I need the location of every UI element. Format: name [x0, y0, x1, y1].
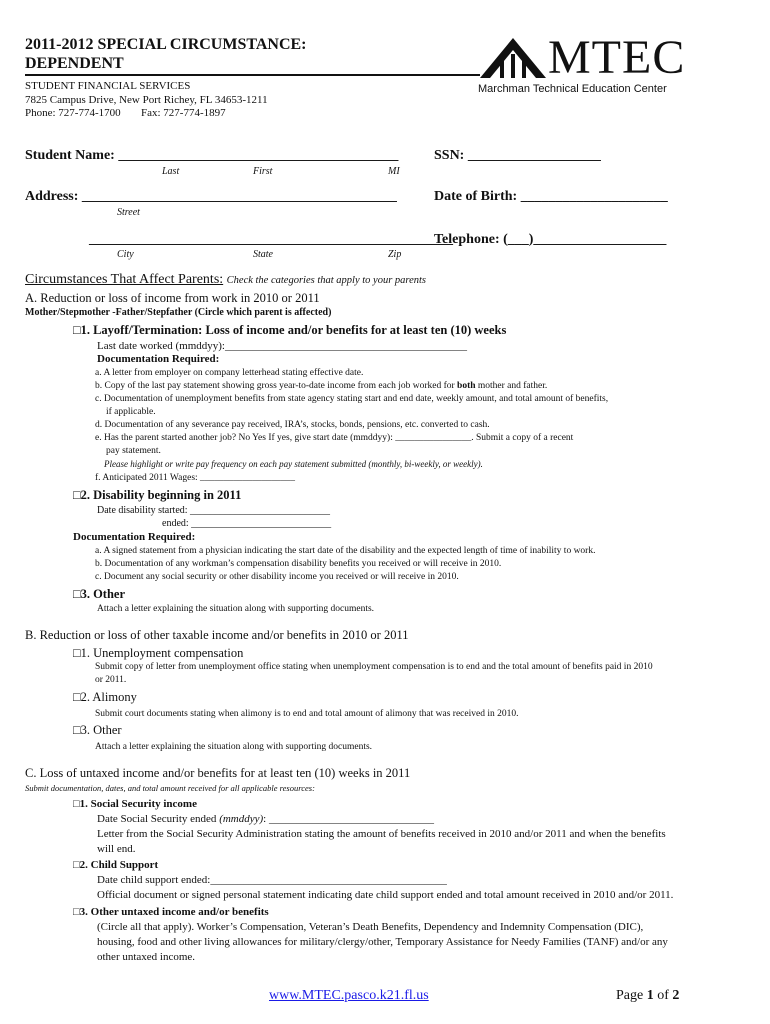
c3-title: 3. Other untaxed income and/or benefits	[79, 906, 269, 918]
a1-doc-b-text-end: mother and father.	[475, 381, 548, 391]
b1-checkbox-item[interactable]	[73, 646, 243, 661]
student-name-field[interactable]: Student Name: ________________________________________	[25, 148, 399, 163]
a1-doc-b	[95, 381, 547, 391]
c2-doc: Official document or signed personal statement indicating date child support ended and total amount received in 2010 and/or 2011.	[97, 889, 674, 901]
b1-title: 1. Unemployment compensation	[80, 646, 244, 660]
office-phone: Phone: 727-774-1700	[25, 107, 121, 119]
checkbox-icon[interactable]	[73, 906, 80, 918]
mtec-logo-icon	[478, 36, 548, 80]
page-of: of	[653, 988, 673, 1003]
office-name: STUDENT FINANCIAL SERVICES	[25, 80, 191, 92]
c1-letter-line2: will end.	[97, 843, 136, 855]
page-number	[616, 988, 679, 1004]
ssn-field[interactable]: SSN: ___________________	[434, 148, 601, 163]
b2-checkbox-item[interactable]	[73, 690, 137, 705]
b3-text: Attach a letter explaining the situation along with supporting documents.	[95, 742, 373, 752]
a1-doc-d: d. Documentation of any severance pay received, IRA’s, stocks, bonds, pensions, etc. converted to cash.	[95, 420, 490, 430]
a1-doc-b-emphasis: both	[457, 381, 476, 391]
c1-title: 1. Social Security income	[79, 798, 197, 810]
form-title-line1: 2011-2012 SPECIAL CIRCUMSTANCE:	[25, 36, 307, 53]
a3-text: Attach a letter explaining the situation along with supporting documents.	[97, 604, 375, 614]
a1-doc-c-line2: if applicable.	[106, 407, 156, 417]
c3-line1: (Circle all that apply). Worker’s Compensation, Veteran’s Death Benefits, Dependency and Indemnity Compensation (DIC),	[97, 921, 644, 933]
b1-text-line1: Submit copy of letter from unemployment office stating when unemployment compensation is to end and the total amount of benefits paid in 2010	[95, 662, 653, 672]
state-caption: State	[253, 249, 273, 260]
a2-checkbox-item[interactable]	[73, 488, 241, 503]
checkbox-icon[interactable]	[73, 690, 81, 704]
a1-doc-e-line1[interactable]: e. Has the parent started another job? No Yes If yes, give start date (mmddyy): ________________. Submit a copy of a recent	[95, 433, 574, 443]
checkbox-icon[interactable]	[73, 798, 80, 810]
a1-doc-a: a. A letter from employer on company letterhead stating effective date.	[95, 368, 364, 378]
c1-checkbox-item[interactable]	[73, 798, 197, 810]
a1-last-date-field[interactable]: Last date worked (mmddyy):____________________________________________	[97, 340, 467, 352]
a2-doc-b: b. Documentation of any workman’s compensation disability benefits you received or will receive in 2010.	[95, 559, 502, 569]
section-a-subheading: Mother/Stepmother -Father/Stepfather (Circle which parent is affected)	[25, 307, 332, 318]
page-current: 1	[646, 988, 654, 1003]
checkbox-icon[interactable]	[73, 646, 81, 660]
a1-doc-c-line1: c. Documentation of unemployment benefits from state agency stating start and end date, weekly amount, and total amount of benefits,	[95, 394, 609, 404]
checkbox-icon[interactable]	[73, 323, 81, 337]
city-state-zip-field[interactable]: ____________________________________________________	[89, 232, 453, 247]
logo-subtitle: Marchman Technical Education Center	[478, 83, 667, 95]
c1-letter-line1: Letter from the Social Security Administration stating the amount of benefits received in 2010 and/or 2011 and when the benefits	[97, 828, 666, 840]
c1-ended-blank: : ______________________________	[263, 813, 434, 825]
a2-doc-a: a. A signed statement from a physician indicating the start date of the disability and the expected length of time of inability to work.	[95, 546, 596, 556]
checkbox-icon[interactable]	[73, 723, 81, 737]
city-caption: City	[117, 249, 134, 260]
title-rule	[25, 74, 480, 76]
a1-title: 1. Layoff/Termination: Loss of income and/or benefits for at least ten (10) weeks	[80, 323, 507, 337]
a2-doc-c: c. Document any social security or other disability income you received or will receive in 2010.	[95, 572, 459, 582]
name-mi-caption: MI	[388, 166, 400, 177]
a1-anticipated-wages-field[interactable]: f. Anticipated 2011 Wages: ____________________	[95, 473, 296, 483]
b1-text-line2: or 2011.	[95, 675, 127, 685]
name-last-caption: Last	[162, 166, 180, 177]
a1-doc-required: Documentation Required:	[97, 353, 220, 365]
name-first-caption: First	[253, 166, 273, 177]
section-a-heading: A. Reduction or loss of income from work in 2010 or 2011	[25, 291, 320, 305]
a3-checkbox-item[interactable]	[73, 587, 125, 602]
checkbox-icon[interactable]	[73, 859, 80, 871]
c2-ended-field[interactable]: Date child support ended:___________________________________________	[97, 874, 447, 886]
address-field[interactable]: Address: _____________________________________________	[25, 189, 397, 204]
a2-ended-field[interactable]: ended: ____________________________	[162, 518, 332, 529]
page-total: 2	[672, 988, 680, 1003]
a1-doc-b-text: b. Copy of the last pay statement showing gross year-to-date income from each job worked for	[95, 381, 458, 391]
logo-text: MTEC	[548, 31, 686, 84]
page-prefix: Page	[616, 988, 647, 1003]
section-c-subheading: Submit documentation, dates, and total amount received for all applicable resources:	[25, 783, 315, 793]
c2-checkbox-item[interactable]	[73, 859, 158, 871]
c3-line3: other untaxed income.	[97, 951, 196, 963]
b3-title: 3. Other	[80, 723, 122, 737]
telephone-field[interactable]: Telephone: (___)___________________	[434, 232, 667, 247]
c1-ended-format: (mmddyy)	[219, 813, 264, 825]
checkbox-icon[interactable]	[73, 488, 81, 502]
c3-checkbox-item[interactable]	[73, 906, 269, 918]
a1-doc-e-line2: pay statement.	[106, 446, 161, 456]
office-fax: Fax: 727-774-1897	[141, 107, 226, 119]
street-caption: Street	[117, 207, 140, 218]
office-address: 7825 Campus Drive, New Port Richey, FL 34653-1211	[25, 94, 268, 106]
a2-doc-required: Documentation Required:	[73, 531, 196, 543]
circumstances-heading	[25, 272, 426, 288]
b2-text: Submit court documents stating when alimony is to end and total amount of alimony that was received in 2010.	[95, 709, 519, 719]
c2-title: 2. Child Support	[79, 859, 159, 871]
dob-field[interactable]: Date of Birth: _____________________	[434, 189, 668, 204]
circumstances-title: Circumstances That Affect Parents:	[25, 272, 224, 287]
b2-title: 2. Alimony	[80, 690, 137, 704]
section-b-heading: B. Reduction or loss of other taxable income and/or benefits in 2010 or 2011	[25, 628, 409, 642]
circumstances-note: Check the categories that apply to your parents	[226, 275, 427, 286]
zip-caption: Zip	[388, 249, 402, 260]
a2-title: 2. Disability beginning in 2011	[80, 488, 242, 502]
a1-pay-frequency-note: Please highlight or write pay frequency on each pay statement submitted (monthly, bi-weekly, or weekly).	[104, 459, 483, 469]
a3-title: 3. Other	[80, 587, 125, 601]
section-c-heading: C. Loss of untaxed income and/or benefits for at least ten (10) weeks in 2011	[25, 766, 411, 780]
c1-ended-label: Date Social Security ended	[97, 813, 220, 825]
footer-url-link[interactable]: www.MTEC.pasco.k21.fl.us	[269, 988, 429, 1003]
c1-ended-field[interactable]	[97, 813, 434, 825]
c3-line2: housing, food and other living allowances for military/clergy/other, Temporary Assistance for Needy Families (TANF) and/or any	[97, 936, 668, 948]
form-title-line2: DEPENDENT	[25, 55, 124, 72]
b3-checkbox-item[interactable]	[73, 723, 122, 738]
a1-checkbox-item[interactable]	[73, 323, 506, 338]
a2-started-field[interactable]: Date disability started: ____________________________	[97, 505, 331, 516]
checkbox-icon[interactable]	[73, 587, 81, 601]
